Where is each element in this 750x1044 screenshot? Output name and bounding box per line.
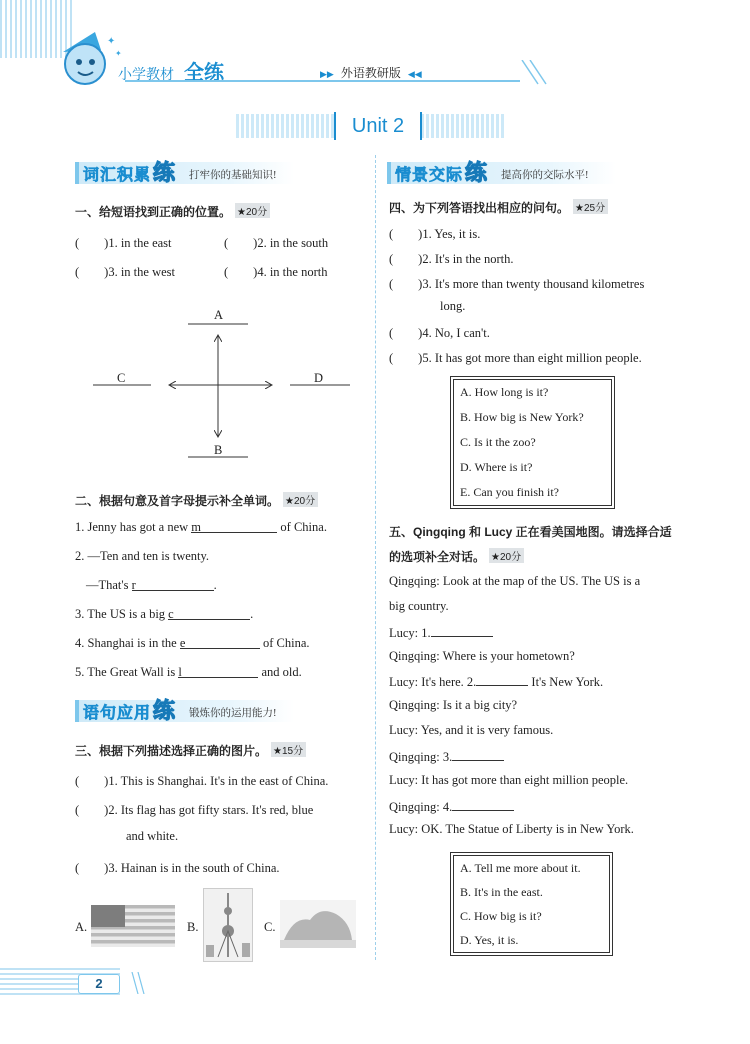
s5-d1a: Qingqing: Look at the map of the US. The US is a — [389, 574, 641, 588]
unit-title-text: Unit 2 — [351, 115, 405, 137]
s5-d10: Lucy: OK. The Statue of Liberty is in New York. — [389, 822, 634, 836]
blank-e[interactable]: e — [180, 636, 260, 649]
score-badge: ★15分 — [271, 742, 306, 757]
s3-option-a: A. — [75, 920, 88, 934]
section-5-title-line2: 的选项补全对话。 ★20分 — [389, 548, 524, 565]
footer-slashes — [128, 972, 148, 994]
unit-title — [334, 112, 422, 140]
s4-options-box — [453, 379, 612, 506]
s1-item-2: ( )2. in the south — [224, 236, 329, 250]
comm-banner-big: 练 — [465, 160, 488, 185]
s4-q4: ( )4. No, I can't. — [389, 326, 490, 340]
compass-label-b: B — [214, 443, 223, 457]
shanghai-tower-image — [203, 888, 253, 962]
s2-q5: 5. The Great Wall is l and old. — [75, 665, 302, 679]
section-4-title: 四、为下列答语找出相应的问句。 ★25分 — [389, 199, 608, 216]
s4-option-a: A. How long is it? — [460, 385, 549, 399]
s2-q2: 2. —Ten and ten is twenty. — [75, 549, 210, 563]
s3-q2b: and white. — [126, 829, 179, 843]
blank-r[interactable]: r — [132, 578, 214, 591]
s4-option-b: B. How big is New York? — [460, 410, 584, 424]
score-badge: ★20分 — [283, 492, 318, 507]
s5-d5: Qingqing: Is it a big city? — [389, 698, 518, 712]
s1-item-3: ( )3. in the west — [75, 265, 175, 279]
s5-d1b: big country. — [389, 599, 449, 613]
s4-q5: ( )5. It has got more than eight million people. — [389, 351, 642, 365]
s4-q3b: long. — [440, 299, 466, 313]
s1-item-1: ( )1. in the east — [75, 236, 172, 250]
s5-d8: Lucy: It has got more than eight million people. — [389, 773, 629, 787]
s2-q4: 4. Shanghai is in the e of China. — [75, 636, 310, 650]
s5-options-box — [453, 855, 610, 953]
s5-d3: Qingqing: Where is your hometown? — [389, 649, 575, 663]
s2-q3: 3. The US is a big c . — [75, 607, 254, 621]
s2-q1: 1. Jenny has got a new m of China. — [75, 520, 327, 534]
vocab-banner — [75, 162, 294, 184]
section-2-title: 二、根据句意及首字母提示补全单词。 ★20分 — [75, 492, 318, 509]
blank-m[interactable]: m — [191, 520, 277, 533]
blank-4[interactable] — [452, 798, 514, 811]
s5-option-a: A. Tell me more about it. — [460, 861, 581, 875]
s5-option-c: C. How big is it? — [460, 909, 542, 923]
tower-icon — [204, 889, 252, 961]
s4-q1: ( )1. Yes, it is. — [389, 227, 481, 241]
s4-option-e: E. Can you finish it? — [460, 485, 559, 499]
s3-q3: ( )3. Hainan is in the south of China. — [75, 861, 280, 875]
blank-c[interactable]: c — [168, 607, 250, 620]
us-flag-image — [91, 905, 175, 947]
edition-left-marker: ▶▶ — [320, 69, 334, 79]
blank-2[interactable] — [476, 673, 528, 686]
header — [0, 0, 750, 100]
s4-q3a: ( )3. It's more than twenty thousand kilometres — [389, 277, 645, 291]
hainan-rock-image — [280, 900, 356, 948]
svg-text:✦: ✦ — [115, 49, 122, 58]
series-small: 小学教材 — [118, 66, 174, 82]
compass-label-d: D — [314, 371, 324, 385]
page-number: 2 — [78, 974, 120, 994]
s4-q2: ( )2. It's in the north. — [389, 252, 514, 266]
mascot-icon — [55, 30, 127, 90]
s3-option-c: C. — [264, 920, 276, 934]
score-badge: ★20分 — [235, 203, 270, 218]
header-slashes — [518, 60, 548, 86]
s5-d9: Qingqing: 4. — [389, 798, 514, 815]
edition-text: 外语教研版 — [340, 66, 401, 80]
apply-banner-title: 语句应用 — [83, 705, 152, 722]
compass-label-c: C — [117, 371, 126, 385]
vocab-banner-big: 练 — [153, 160, 176, 185]
svg-text:✦: ✦ — [107, 36, 116, 47]
s3-q1: ( )1. This is Shanghai. It's in the east of China. — [75, 774, 329, 788]
rock-icon — [280, 900, 356, 948]
comm-banner — [387, 162, 616, 184]
blank-l[interactable]: l — [178, 665, 258, 678]
s5-d4: Lucy: It's here. 2. It's New York. — [389, 675, 604, 689]
apply-banner — [75, 700, 294, 722]
s5-option-d: D. Yes, it is. — [460, 933, 519, 947]
score-badge: ★20分 — [489, 548, 524, 563]
section-3-title: 三、根据下列描述选择正确的图片。 ★15分 — [75, 742, 306, 759]
edition-label — [320, 64, 422, 81]
score-badge: ★25分 — [573, 199, 608, 214]
s3-option-b: B. — [187, 920, 199, 934]
section-1-title: 一、给短语找到正确的位置。 ★20分 — [75, 203, 270, 220]
vocab-banner-title: 词汇积累 — [83, 167, 152, 184]
s4-option-c: C. Is it the zoo? — [460, 435, 536, 449]
edition-right-marker: ◀◀ — [407, 69, 422, 79]
apply-banner-sub: 锻炼你的运用能力! — [189, 708, 277, 719]
blank-3[interactable] — [452, 748, 504, 761]
s5-d6: Lucy: Yes, and it is very famous. — [389, 723, 554, 737]
comm-banner-sub: 提高你的交际水平! — [501, 170, 589, 181]
comm-banner-title: 情景交际 — [395, 167, 464, 184]
s5-d2: Lucy: 1. — [389, 624, 493, 641]
s3-q2a: ( )2. Its flag has got fifty stars. It's red, blue — [75, 803, 314, 817]
series-big: 全练 — [184, 62, 224, 84]
compass-label-a: A — [214, 308, 224, 322]
s4-option-d: D. Where is it? — [460, 460, 533, 474]
section-5-title: 五、Qingqing 和 Lucy 正在看美国地图。请选择合适 — [389, 525, 672, 539]
flag-canton — [91, 905, 125, 927]
blank-1[interactable] — [431, 624, 493, 637]
apply-banner-big: 练 — [153, 698, 176, 723]
column-divider — [375, 155, 376, 960]
s2-q2b: —That's r . — [86, 578, 217, 592]
s1-item-4: ( )4. in the north — [224, 265, 328, 279]
s5-d7: Qingqing: 3. — [389, 748, 504, 765]
s5-option-b: B. It's in the east. — [460, 885, 543, 899]
vocab-banner-sub: 打牢你的基础知识! — [189, 170, 277, 181]
